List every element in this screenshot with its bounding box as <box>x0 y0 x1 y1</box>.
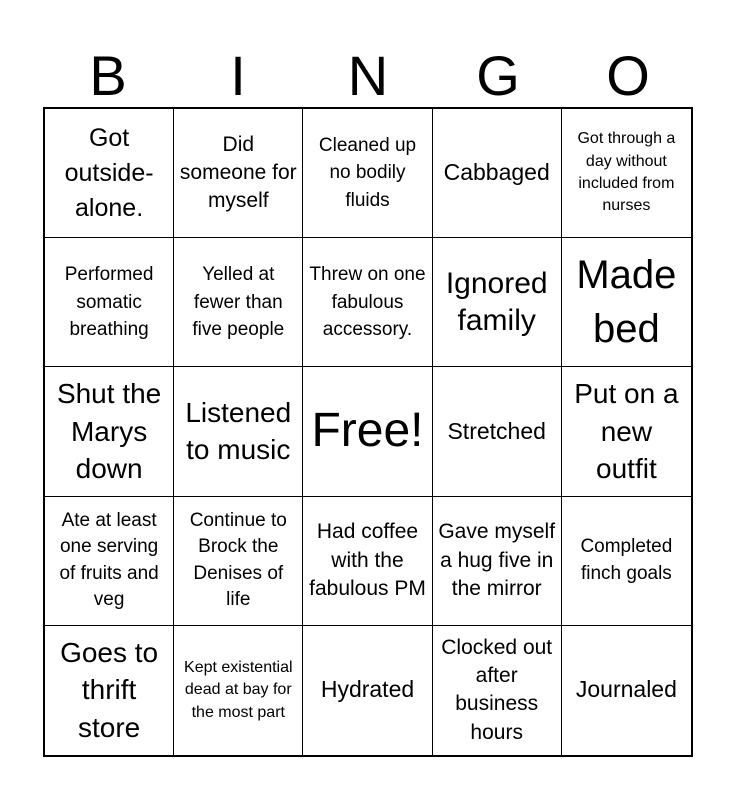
bingo-cell-r5-c1[interactable]: Goes to thrift store <box>45 626 174 755</box>
bingo-cell-r1-c1[interactable]: Got outside-alone. <box>45 109 174 238</box>
bingo-cell-r5-c2[interactable]: Kept existential dead at bay for the most part <box>174 626 303 755</box>
bingo-cell-r1-c3[interactable]: Cleaned up no bodily fluids <box>303 109 432 238</box>
bingo-cell-r4-c1[interactable]: Ate at least one serving of fruits and veg <box>45 497 174 626</box>
bingo-cell-r3-c5[interactable]: Put on a new outfit <box>562 367 691 496</box>
header-letter-o: O <box>606 44 650 107</box>
header-letter-i: I <box>230 44 246 107</box>
bingo-cell-r2-c3[interactable]: Threw on one fabulous accessory. <box>303 238 432 367</box>
bingo-cell-r2-c2[interactable]: Yelled at fewer than five people <box>174 238 303 367</box>
bingo-cell-r2-c4[interactable]: Ignored family <box>433 238 562 367</box>
bingo-cell-r3-c2[interactable]: Listened to music <box>174 367 303 496</box>
bingo-cell-r2-c1[interactable]: Performed somatic breathing <box>45 238 174 367</box>
bingo-cell-r1-c2[interactable]: Did someone for myself <box>174 109 303 238</box>
bingo-cell-r5-c3[interactable]: Hydrated <box>303 626 432 755</box>
bingo-cell-r4-c5[interactable]: Completed finch goals <box>562 497 691 626</box>
bingo-cell-r3-c1[interactable]: Shut the Marys down <box>45 367 174 496</box>
bingo-cell-r1-c5[interactable]: Got through a day without included from nurses <box>562 109 691 238</box>
bingo-cell-r4-c4[interactable]: Gave myself a hug five in the mirror <box>433 497 562 626</box>
bingo-cell-r2-c5[interactable]: Made bed <box>562 238 691 367</box>
free-space-cell[interactable]: Free! <box>303 367 432 496</box>
bingo-cell-r5-c5[interactable]: Journaled <box>575 676 677 703</box>
bingo-board <box>43 107 693 757</box>
bingo-cell-r5-c4[interactable]: Clocked out after business hours <box>433 626 562 755</box>
bingo-cell-r4-c3[interactable]: Had coffee with the fabulous PM <box>303 497 432 626</box>
bingo-header <box>43 40 693 108</box>
bingo-cell-r1-c4[interactable]: Cabbaged <box>433 109 562 238</box>
header-letter-g: G <box>476 44 520 107</box>
bingo-cell-r4-c2[interactable]: Continue to Brock the Denises of life <box>174 497 303 626</box>
bingo-cell-r3-c4[interactable]: Stretched <box>433 367 562 496</box>
header-letter-n: N <box>347 44 389 107</box>
header-letter-b: B <box>89 44 127 107</box>
